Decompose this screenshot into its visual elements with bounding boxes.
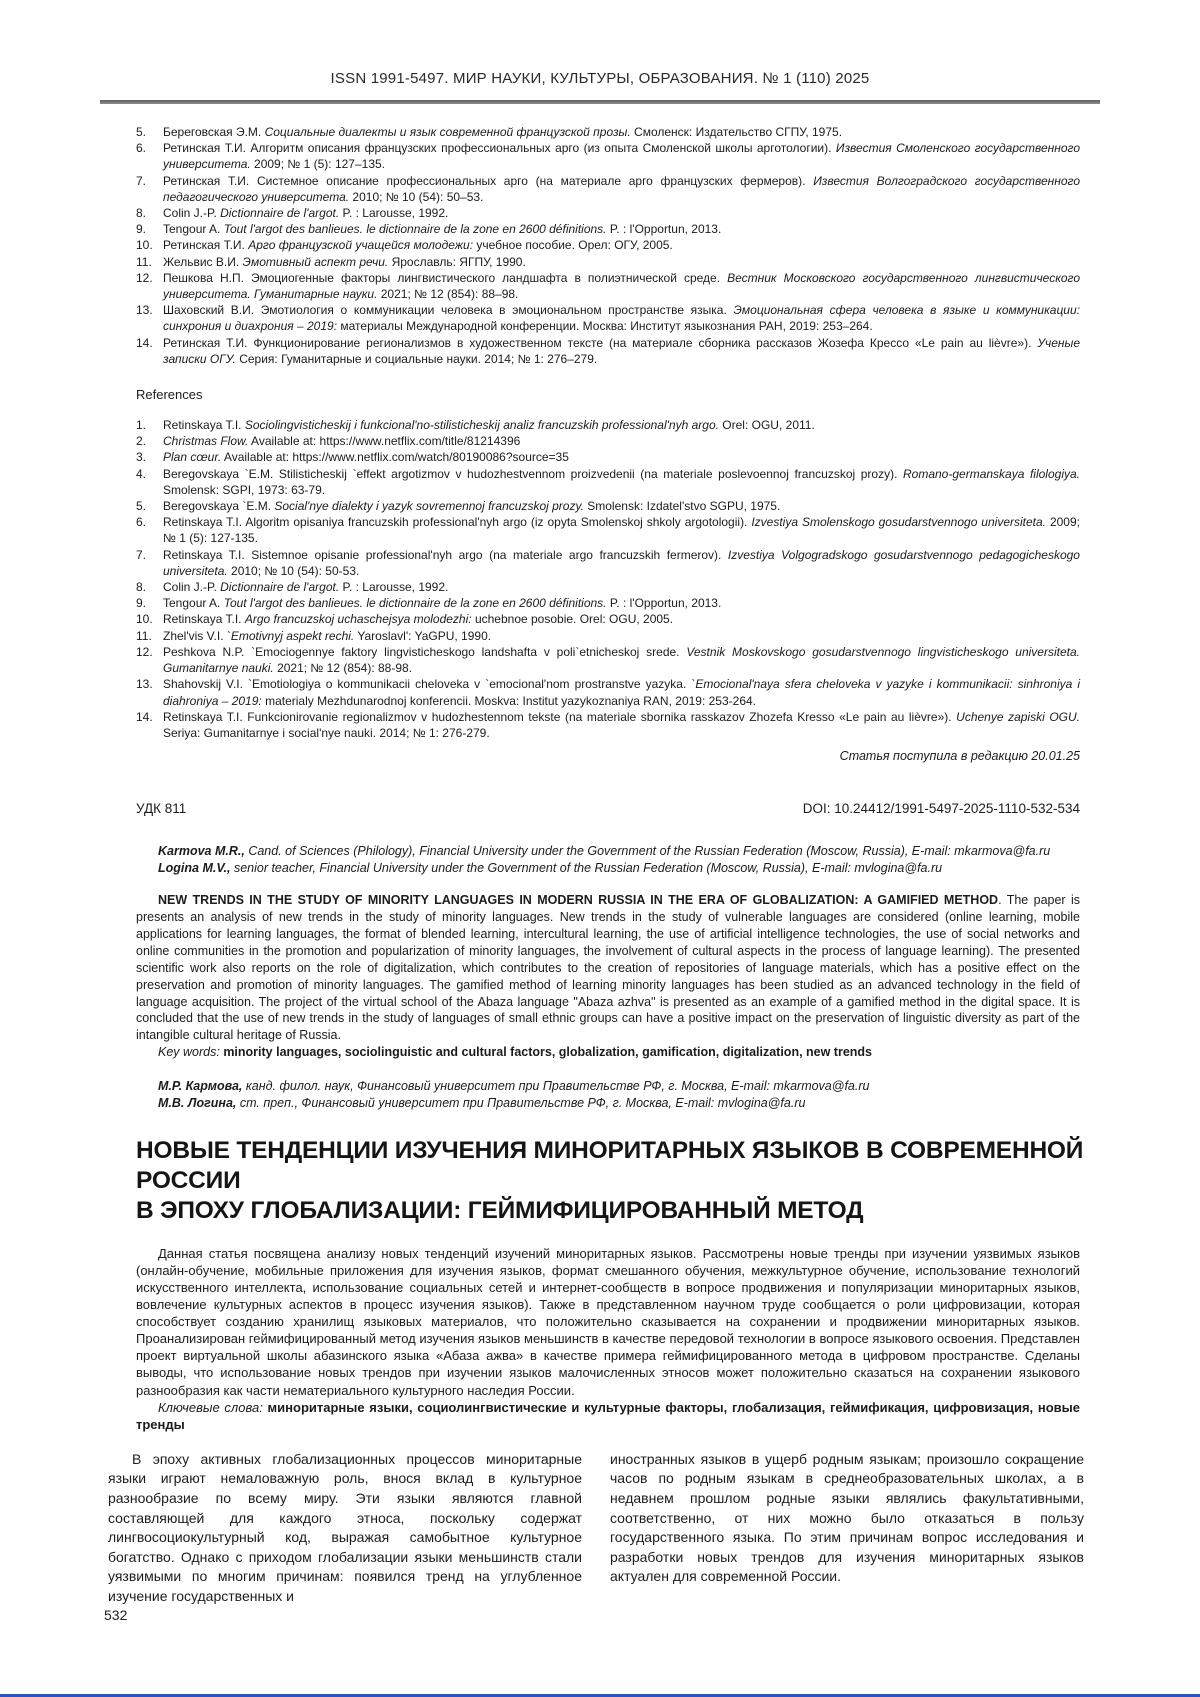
item-text — [163, 270, 1080, 302]
item-number: 14. — [136, 335, 153, 350]
body-paragraph-right: иностранных языков в ущерб родным языкам; произошло сокращение часов по родным языкам в среднеобразовательных школах, а в недавнем прошлом родные языки являлись факультативными, соответственно, от них можно было отказаться в пользу государственного языка. По этим причинам вопрос исследования и разработки новых трендов для изучения миноритарных языков актуален для современной России. — [610, 1450, 1084, 1585]
item-text — [163, 498, 1080, 514]
text-segment: senior teacher, Financial University under the Government of the Russian Federation (Moscow, Russia), E-mail: mvlogina@fa.ru — [230, 861, 943, 876]
received-note: Статья поступила в редакцию 20.01.25 — [839, 749, 1080, 764]
text-segment: Christmas Flow. — [163, 434, 249, 449]
text-segment: Tout l'argot des banlieues. le dictionnaire de la zone en 2600 définitions. — [223, 596, 607, 611]
reference-item — [136, 709, 1080, 741]
meta-row — [136, 801, 1080, 816]
text-segment: учебное пособие. Орел: ОГУ, 2005. — [473, 238, 673, 253]
bibliography-ru-list — [136, 124, 1080, 367]
text-segment: Серия: Гуманитарные и социальные науки. 2014; № 1: 276–279. — [235, 351, 598, 366]
doi-code: DOI: 10.24412/1991-5497-2025-1110-532-534 — [802, 801, 1080, 817]
bibliography-item — [136, 124, 1080, 140]
article-title-ru: НОВЫЕ ТЕНДЕНЦИИ ИЗУЧЕНИЯ МИНОРИТАРНЫХ ЯЗЫКОВ В СОВРЕМЕННОЙ РОССИИ В ЭПОХУ ГЛОБАЛИЗАЦИИ: ГЕЙМИФИЦИРОВАННЫЙ МЕТОД — [136, 1137, 1084, 1224]
bibliography-item — [136, 302, 1080, 334]
author-line — [158, 1095, 1080, 1112]
page-number: 532 — [104, 1607, 128, 1623]
text-segment: Cand. of Sciences (Philology), Financial University under the Government of the Russian Federation (Moscow, Russia), E-mail: mkarmova@fa.ru — [244, 844, 1051, 859]
text-segment: Romano-germanskaya filologiya. — [903, 466, 1080, 481]
text-segment: Vestnik Moskovskogo gosudarstvennogo lingvisticheskogo universiteta. Gumanitarnye nauki. — [163, 644, 1080, 676]
reference-item — [136, 417, 1080, 433]
text-segment: Smolensk: Izdatel'stvo SGPU, 1975. — [583, 499, 781, 514]
item-text — [163, 547, 1080, 579]
text-segment: Social'nye dialekty i yazyk sovremennoj francuzskoj prozy. — [274, 499, 584, 514]
body-column-right — [610, 1450, 1084, 1607]
text-segment: Sociolingvisticheskij i funkcional'no-stilisticheskij analiz francuzskih professional'nyh argo. — [244, 418, 719, 433]
item-number: 12. — [136, 644, 153, 659]
text-segment: Izvestiya Volgogradskogo gosudarstvennogo pedagogicheskogo universiteta. — [163, 547, 1080, 578]
text-segment: Ключевые слова: — [158, 1399, 268, 1415]
item-text — [163, 595, 1080, 611]
reference-item — [136, 595, 1080, 611]
item-text — [163, 140, 1080, 172]
header-rule — [100, 100, 1100, 104]
text-segment: Tengour A. — [163, 596, 224, 611]
text-segment: Вестник Московского государственного лингвистического университета. Гуманитарные науки. — [163, 270, 1080, 302]
text-segment: Zhel'vis V.I. — [163, 628, 227, 643]
item-number: 13. — [136, 303, 153, 318]
abstract-en — [136, 892, 1080, 1044]
item-number: 2. — [136, 434, 147, 449]
item-number: 7. — [136, 547, 147, 562]
item-number: 13. — [136, 677, 153, 692]
text-segment: P. : Larousse, 1992. — [339, 580, 449, 595]
reference-item — [136, 644, 1080, 676]
item-text — [163, 221, 1080, 237]
item-text — [163, 254, 1080, 270]
text-segment: Plan cœur. — [163, 450, 222, 465]
item-text — [163, 514, 1080, 546]
text-segment: P. : l'Opportun, 2013. — [606, 222, 722, 237]
text-segment: . The paper is presents an analysis of new trends in the study of minority languages. New trends in the study of vulnerable languages are considered (online learning, mobile applications for learning languages, the format of blended learning, intercultural learning, the use of artificial intelligence technologies, the use of social networks and online communities in the promotion and popularization of minority languages, the involvement of cultural aspects in the process of language learning). The presented scientific work also reports on the role of digitalization, which contributes to the creation of repositories of language materials, which has a positive effect on the preservation and promotion of minority languages. The gamified method of learning minority languages has been studied as an advanced technology in the field of language acquisition. The project of the virtual school of the Abaza language "Abaza azhva" is presented as an example of a gamified method in the digital space. It is concluded that the use of new trends in the study of languages of small ethnic groups can have a positive impact on the preservation of linguistic diversity as part of the intangible cultural heritage of Russia. — [136, 893, 1080, 1043]
text-segment: Шаховский В.И. Эмотиология о коммуникации человека в эмоциональном пространстве языка. — [163, 303, 734, 318]
item-number: 10. — [136, 238, 153, 253]
text-segment: материалы Международной конференции. Москва: Институт языкознания РАН, 2019: 253–264. — [337, 319, 873, 334]
reference-item — [136, 433, 1080, 449]
text-segment: 2010; № 10 (54): 50-53. — [227, 563, 360, 578]
text-segment: Ретинская Т.И. Системное описание профессиональных арго (на материале арго французских фермеров). — [163, 173, 814, 188]
bibliography-item — [136, 140, 1080, 172]
text-segment: 2021; № 12 (854): 88–98. — [377, 287, 519, 302]
reference-item — [136, 498, 1080, 514]
text-segment: materialy Mezhdunarodnoj konferencii. Moskva: Institut yazykoznaniya RAN, 2019: 253-264. — [261, 693, 757, 708]
item-number: 11. — [136, 628, 152, 643]
item-number: 14. — [136, 709, 153, 724]
text-segment: Available at: https://www.netflix.com/watch/80190086?source=35 — [221, 450, 569, 465]
reference-item — [136, 628, 1080, 644]
references-list — [136, 417, 1080, 741]
item-text — [163, 124, 1080, 140]
bibliography-item — [136, 335, 1080, 367]
item-number: 6. — [136, 515, 147, 530]
text-segment: Argo francuzskoj uchaschejsya molodezhi: — [244, 612, 472, 627]
body-paragraph-left: В эпоху активных глобализационных процессов миноритарные языки играют немаловажную роль, внося вклад в культурное разнообразие по всему миру. Эти языки являются главной составляющей для каждого этноса, поскольку содержат лингвосоциокультурный код, выражая самобытное культурное богатство. Однако с приходом глобализации языки меньшинств стали уязвимыми по многим причинам: появился тренд на углубленное изучение государственных и — [108, 1450, 582, 1604]
item-text — [163, 628, 1080, 644]
bibliography-item — [136, 205, 1080, 221]
text-segment: Арго французской учащейся молодежи: — [248, 238, 474, 253]
item-number: 1. — [136, 418, 147, 433]
reference-item — [136, 547, 1080, 579]
bibliography-ru-section — [0, 124, 1200, 367]
item-number: 10. — [136, 612, 153, 627]
text-segment: Karmova M.R., — [158, 844, 245, 859]
reference-item — [136, 579, 1080, 595]
reference-item — [136, 676, 1080, 708]
text-segment: Logina M.V., — [158, 861, 231, 876]
references-section — [0, 417, 1200, 741]
text-segment: Dictionnaire de l'argot. — [220, 580, 340, 595]
bibliography-item — [136, 237, 1080, 253]
text-segment: Известия Смоленского государственного университета. — [163, 141, 1081, 172]
text-segment: Известия Волгоградского государственного педагогического университета. — [163, 173, 1081, 204]
bibliography-item — [136, 221, 1080, 237]
item-number: 4. — [136, 466, 147, 481]
udc-code: УДК 811 — [136, 801, 187, 817]
reference-item — [136, 514, 1080, 546]
abstract-ru: Данная статья посвящена анализу новых тенденций изучений миноритарных языков. Рассмотрены новые тренды при изучении уязвимых языков (онлайн-обучение, мобильные приложения для изучения языков, формат смешанного обучения, межкультурное обучение, использование технологий искусственного интеллекта, использование социальных сетей и интернет-сообществ в вопросе продвижения и популяризации миноритарных языков, вовлечение культурных аспектов в процесс изучения языков). Также в представленном научном труде сообщается о роли цифровизации, которая способствует созданию хранилищ языковых материалов, что положительно сказывается на сохранении и продвижении миноритарных языков. Проанализирован геймифицированный метод изучения языков меньшинств в качестве передовой технологии в вопросе языкового освоения. Представлен проект виртуальной школы абазинского языка «Абаза ажва» в качестве примера геймифицированного метода в цифровом пространстве. Сделаны выводы, что использование новых трендов при изучении языков малочисленных этносов может положительно сказаться на сохранении языкового разнообразия как части нематериального культурного наследия России. — [136, 1245, 1080, 1398]
text-segment: Colin J.-P. — [163, 206, 221, 221]
text-segment: Key words: — [158, 1045, 224, 1060]
item-number: 7. — [136, 173, 147, 188]
text-segment: Retinskaya T.I. Sistemnoe opisanie professional'nyh argo (na materiale argo francuzskih fermerov). — [163, 547, 728, 562]
item-text — [163, 173, 1080, 205]
text-segment: Retinskaya T.I. — [163, 418, 245, 433]
text-segment: Shahovskij V.I. `Emotiologiya o kommunikacii cheloveka v `emocional'nom prostranstve yazyka. — [163, 677, 692, 692]
item-number: 12. — [136, 270, 153, 285]
text-segment: Orel: OGU, 2011. — [718, 418, 815, 433]
reference-item — [136, 611, 1080, 627]
text-segment: Пешкова Н.П. Эмоциогенные факторы лингвистического ландшафта в полиэтнической среде. — [163, 270, 728, 285]
text-segment: P. : l'Opportun, 2013. — [606, 596, 722, 611]
text-segment: P. : Larousse, 1992. — [339, 206, 449, 221]
item-number: 9. — [136, 222, 147, 237]
text-segment: Ученые записки ОГУ. — [163, 335, 1080, 366]
body-column-left — [108, 1450, 582, 1607]
text-segment: Береговская Э.М. — [163, 125, 265, 139]
text-segment: Yaroslavl': YaGPU, 1990. — [354, 628, 492, 643]
author-line — [158, 843, 1080, 860]
body-columns — [108, 1450, 1084, 1607]
authors-ru-block — [158, 1078, 1080, 1112]
text-segment: `Emocional'naya sfera cheloveka v yazyke i kommunikacii: sinhroniya i diahroniya – 2019: — [163, 677, 1081, 708]
text-segment: Izvestiya Smolenskogo gosudarstvennogo universiteta. — [751, 515, 1047, 530]
text-segment: Смоленск: Издательство СГПУ, 1975. — [630, 125, 843, 139]
bibliography-item — [136, 173, 1080, 205]
text-segment: Dictionnaire de l'argot. — [220, 206, 340, 221]
text-segment: Социальные диалекты и язык современной французской прозы. — [264, 125, 631, 139]
text-segment: Retinskaya T.I. Funkcionirovanie regionalizmov v hudozhestennom tekste (na materiale sbornika rasskazov Zhozefa Kresso «Le pain au lièvre»). — [163, 709, 957, 724]
text-segment: 2021; № 12 (854): 88-98. — [273, 661, 413, 676]
bibliography-item — [136, 254, 1080, 270]
item-number: 6. — [136, 141, 147, 156]
text-segment: Retinskaya T.I. — [163, 612, 245, 627]
item-text — [163, 335, 1080, 367]
page-header — [0, 0, 1200, 104]
item-text — [163, 449, 1080, 465]
item-text — [163, 237, 1080, 253]
item-text — [163, 205, 1080, 221]
text-segment: М.В. Логина, — [158, 1096, 237, 1111]
text-segment: миноритарные языки, социолингвистические и культурные факторы, глобализация, геймификация, цифровизация, новые тренды — [136, 1399, 1080, 1432]
text-segment: Эмоциональная сфера человека в языке и коммуникации: синхрония и диахрония – 2019: — [163, 303, 1080, 334]
text-segment: 2010; № 10 (54): 50–53. — [349, 189, 484, 204]
text-segment: minority languages, sociolinguistic and cultural factors, globalization, gamification, digitalization, new trends — [223, 1045, 873, 1060]
item-text — [163, 644, 1080, 676]
text-segment: ст. преп., Финансовый университет при Правительстве РФ, г. Москва, E-mail: mvlogina@fa.ru — [236, 1096, 806, 1111]
text-segment: Peshkova N.P. `Emociogennye faktory lingvisticheskogo landshafta v poli`etnicheskoj srede. — [163, 644, 687, 659]
item-text — [163, 709, 1080, 741]
item-text — [163, 302, 1080, 334]
item-text — [163, 417, 1080, 433]
text-segment: Эмотивный аспект речи. — [242, 254, 389, 269]
text-segment: Smolensk: SGPI, 1973: 63-79. — [163, 482, 326, 497]
references-heading: References — [136, 387, 203, 403]
item-number: 8. — [136, 206, 147, 221]
item-number: 9. — [136, 596, 147, 611]
text-segment: Uchenye zapiski OGU. — [956, 709, 1081, 724]
author-line — [158, 1078, 1080, 1095]
text-segment: Tengour A. — [163, 222, 224, 237]
text-segment: канд. филол. наук, Финансовый университет при Правительстве РФ, г. Москва, E-mail: mkarmova@fa.ru — [242, 1079, 870, 1094]
item-text — [163, 579, 1080, 595]
item-number: 3. — [136, 450, 147, 465]
authors-en-block — [158, 843, 1080, 877]
keywords-ru — [136, 1399, 1080, 1433]
item-number: 8. — [136, 580, 147, 595]
reference-item — [136, 449, 1080, 465]
item-text — [163, 466, 1080, 498]
item-number: 5. — [136, 125, 147, 139]
text-segment: Жельвис В.И. — [163, 254, 243, 269]
text-segment: Ретинская Т.И. Функционирование регионализмов в художественном тексте (на материале сборника рассказов Жозефа Крессо «Le pain au lièvre»). — [163, 335, 1038, 350]
text-segment: Retinskaya T.I. Algoritm opisaniya francuzskih professional'nyh argo (iz opyta Smolenskoj shkoly argotologii). — [163, 515, 752, 530]
item-number: 11. — [136, 254, 152, 269]
text-segment: NEW TRENDS IN THE STUDY OF MINORITY LANGUAGES IN MODERN RUSSIA IN THE ERA OF GLOBALIZATION: A GAMIFIED METHOD — [158, 893, 999, 908]
item-text — [163, 433, 1080, 449]
bibliography-item — [136, 270, 1080, 302]
text-segment: Ярославль: ЯГПУ, 1990. — [388, 254, 526, 269]
text-segment: Seriya: Gumanitarnye i social'nye nauki. 2014; № 1: 276-279. — [163, 725, 490, 740]
text-segment: Ретинская Т.И. Алгоритм описания французских профессиональных арго (из опыта Смоленской школы арготологии). — [163, 141, 836, 156]
text-segment: uchebnoe posobie. Orel: OGU, 2005. — [471, 612, 674, 627]
keywords-en — [136, 1044, 1080, 1061]
text-segment: 2009; № 1 (5): 127–135. — [250, 157, 385, 172]
reference-item — [136, 466, 1080, 498]
journal-issn-line: ISSN 1991-5497. МИР НАУКИ, КУЛЬТУРЫ, ОБРАЗОВАНИЯ. № 1 (110) 2025 — [330, 70, 870, 87]
author-line — [158, 860, 1080, 877]
text-segment: Beregovskaya `E.M. Stilisticheskij `effekt argotizmov v hudozhestvennom proizvedenii (na materiale poslevoennoj francuzskoj prozy). — [163, 466, 903, 481]
text-segment: Available at: https://www.netflix.com/title/81214396 — [248, 434, 521, 449]
item-number: 5. — [136, 499, 147, 514]
text-segment: 2009; № 1 (5): 127-135. — [163, 515, 1080, 546]
text-segment: `Emotivnyj aspekt rechi. — [226, 628, 355, 643]
text-segment: Beregovskaya `E.M. — [163, 499, 275, 514]
text-segment: Tout l'argot des banlieues. le dictionnaire de la zone en 2600 définitions. — [223, 222, 607, 237]
item-text — [163, 676, 1080, 708]
item-text — [163, 611, 1080, 627]
text-segment: М.Р. Кармова, — [158, 1079, 243, 1094]
text-segment: Ретинская Т.И. — [163, 238, 249, 253]
text-segment: Colin J.-P. — [163, 580, 221, 595]
